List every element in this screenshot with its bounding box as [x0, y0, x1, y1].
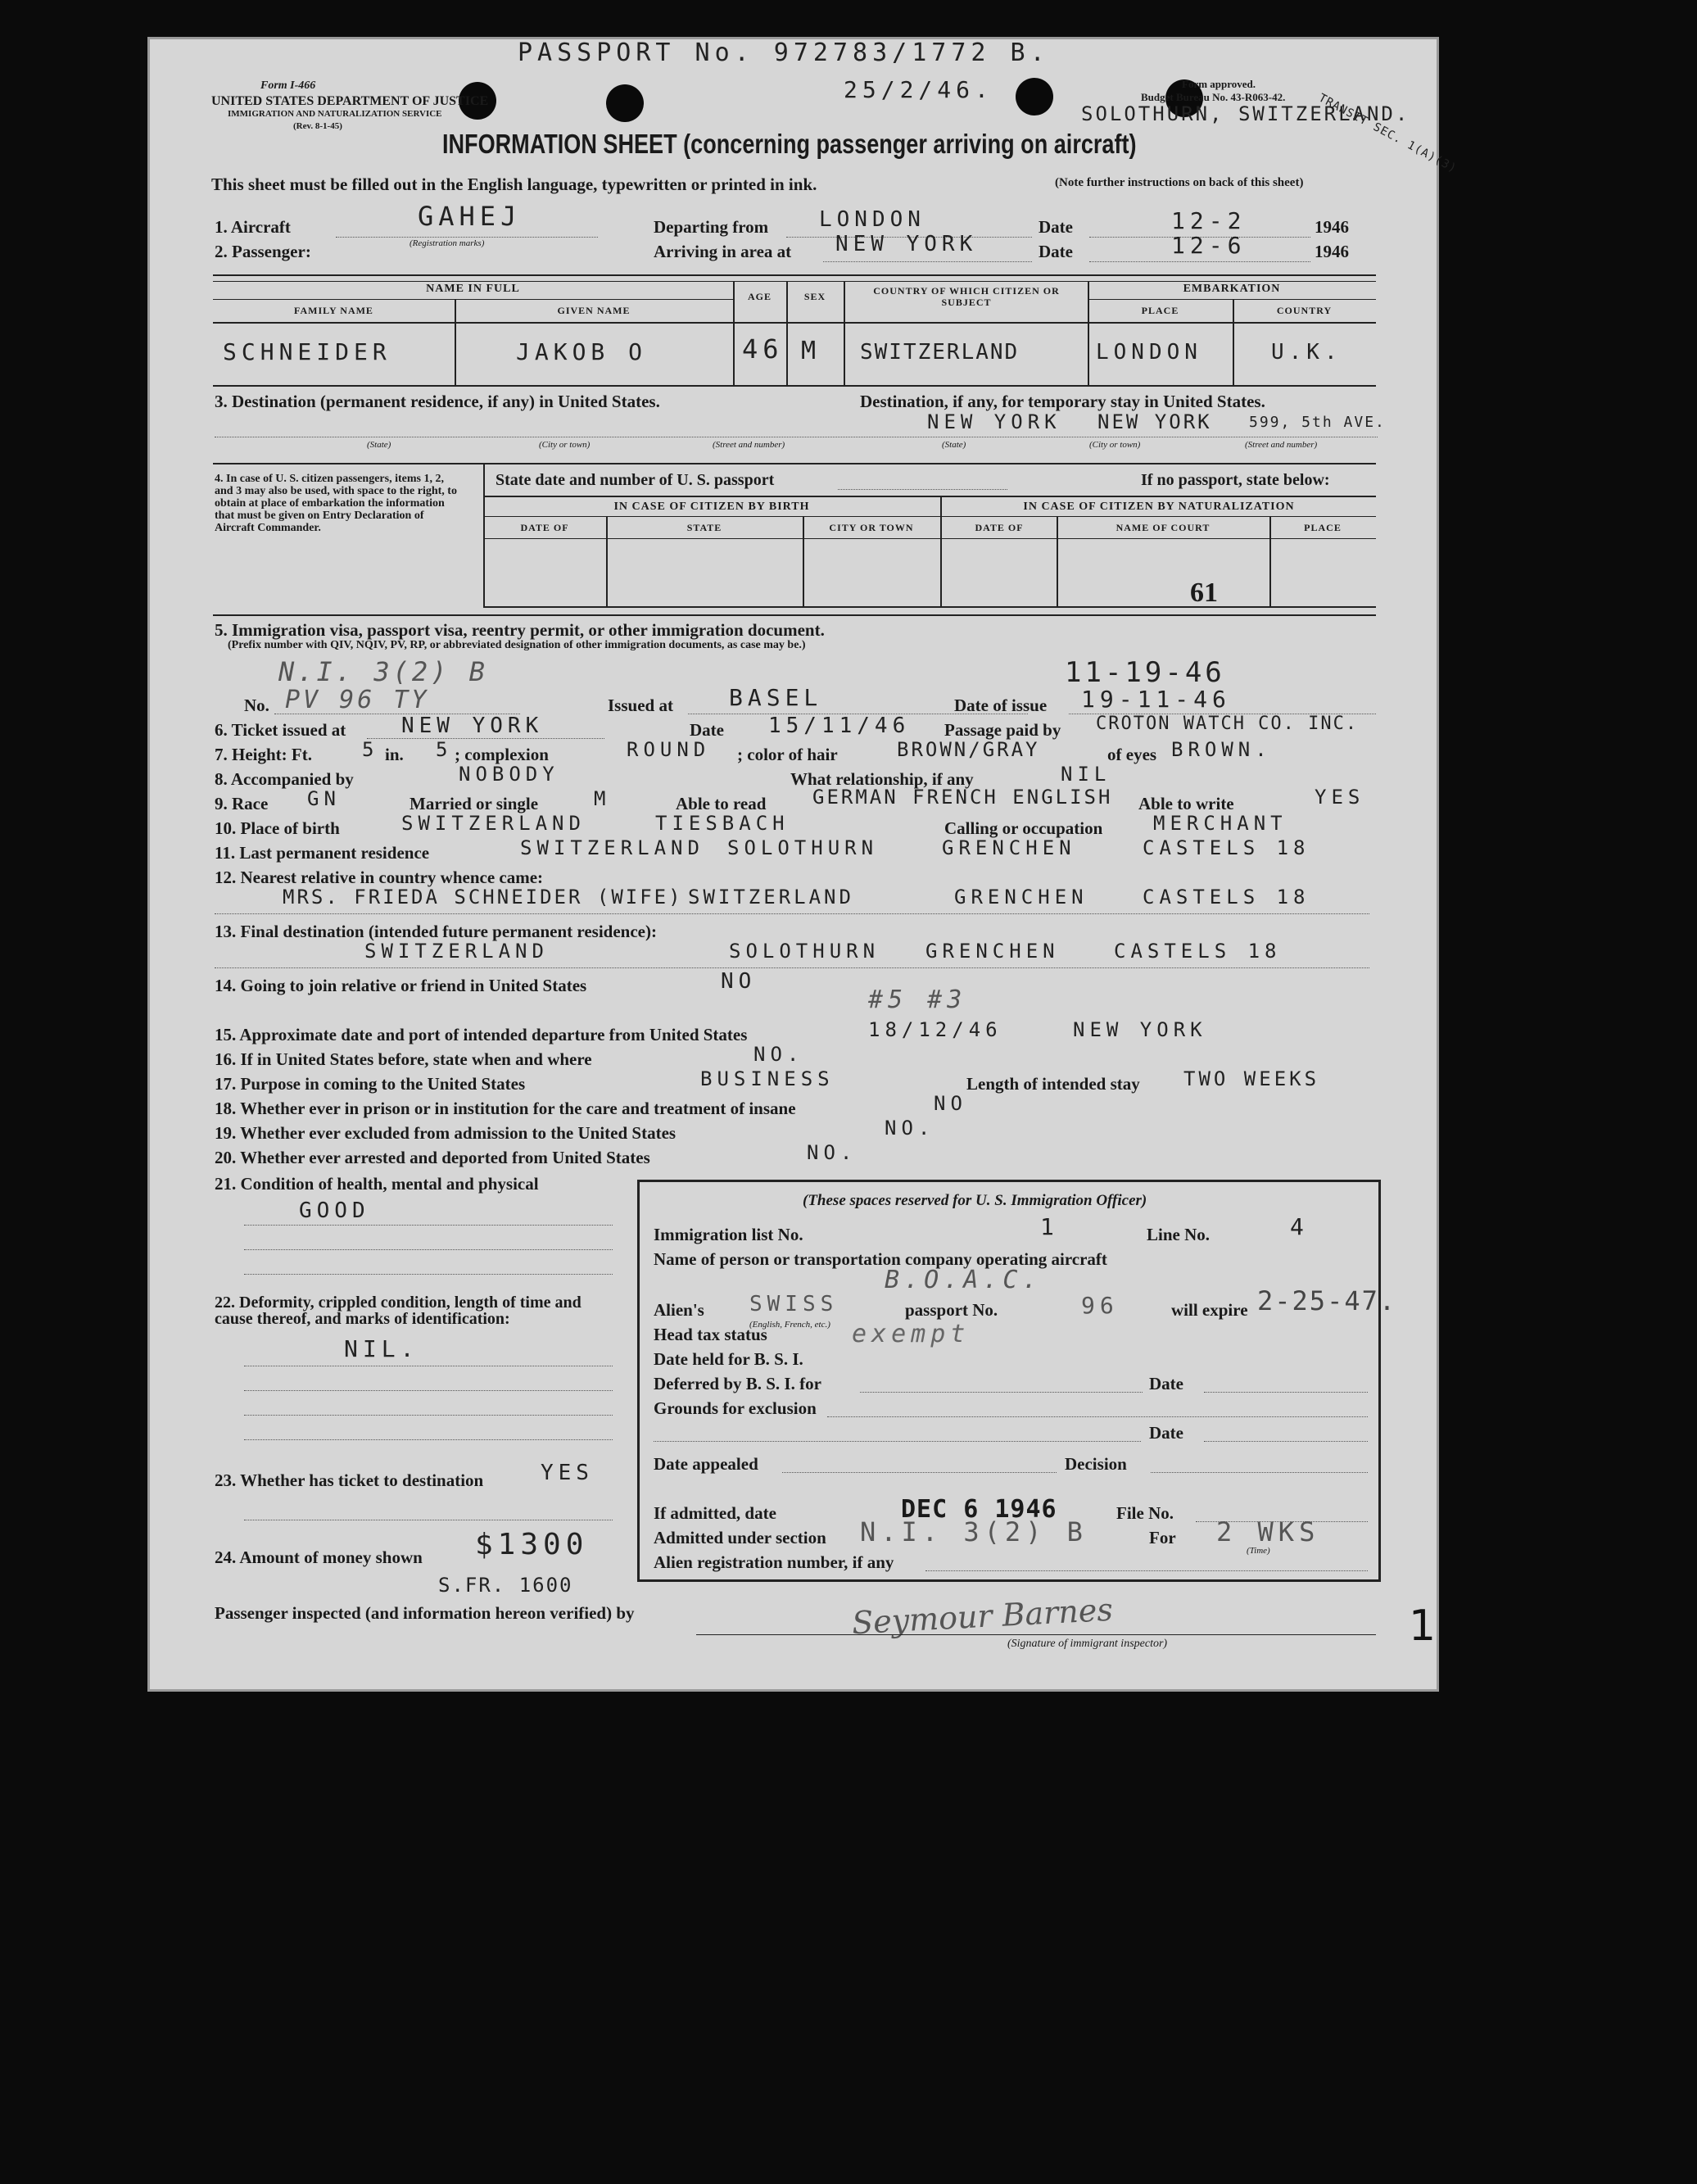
money-value: $1300 [475, 1528, 589, 1561]
field-line [827, 1416, 1368, 1417]
table-border [844, 281, 845, 385]
issued-at-value: BASEL [729, 684, 823, 711]
city-sub: (City or town) [539, 440, 591, 450]
officer-passport-value: 96 [1081, 1292, 1119, 1319]
line-no-value: 4 [1290, 1213, 1309, 1240]
table-border [483, 463, 485, 606]
deformity-value: NIL. [344, 1335, 419, 1362]
departure-label: 15. Approximate date and port of intended departure from United States [215, 1025, 748, 1044]
previous-visit-label: 16. If in United States before, state when and where [215, 1049, 592, 1069]
complexion-value: ROUND [627, 738, 711, 761]
field-line [244, 1249, 613, 1250]
table-border [213, 322, 1376, 324]
relationship-label: What relationship, if any [790, 769, 974, 789]
field-line [215, 967, 1369, 968]
table-border [483, 606, 1376, 608]
for-label: For [1149, 1528, 1176, 1547]
deported-value: NO. [807, 1141, 858, 1164]
header-court: NAME OF COURT [1115, 522, 1211, 533]
header-place: PLACE [1304, 522, 1342, 533]
company-value: B.O.A.C. [885, 1266, 1043, 1294]
state-sub: (State) [367, 440, 391, 450]
line-no-label: Line No. [1147, 1225, 1211, 1244]
birth-city-value: TIESBACH [655, 812, 790, 835]
transit-stamp: TRANSIT SEC. 1(A)(3) [1316, 91, 1459, 176]
race-label: 9. Race [215, 794, 269, 813]
header-date-of: DATE OF [520, 522, 569, 533]
money-label: 24. Amount of money shown [215, 1547, 423, 1567]
write-value: YES [1315, 786, 1365, 809]
nearest-relative-country: SWITZERLAND [688, 886, 854, 908]
page-number: 61 [1190, 578, 1218, 608]
final-dest-label: 13. Final destination (intended future permanent residence): [215, 922, 657, 941]
date-label: Date [1039, 242, 1073, 261]
header-family-name: FAMILY NAME [294, 305, 373, 316]
deformity-label: 22. Deformity, crippled condition, length of time and cause thereof, and marks of identification: [215, 1294, 582, 1328]
last-res-city: GRENCHEN [942, 836, 1076, 859]
signature-label: (Signature of immigrant inspector) [1007, 1638, 1168, 1650]
head-tax-label: Head tax status [654, 1325, 767, 1344]
table-border [1088, 299, 1376, 300]
ticket-destination-label: 23. Whether has ticket to destination [215, 1470, 484, 1490]
depart-date-value: 12-2 [1171, 207, 1247, 234]
prefix-instruction: (Prefix number with QIV, NQIV, PV, RP, or abbreviated designation of other immigration documents, as case may be.) [228, 639, 806, 651]
table-border [213, 385, 1376, 387]
page-title: INFORMATION SHEET (concerning passenger arriving on aircraft) [442, 129, 1137, 159]
form-number: Form I-466 [260, 79, 316, 92]
table-border [213, 274, 1376, 276]
final-dest-canton: SOLOTHURN [729, 940, 880, 963]
married-label: Married or single [410, 794, 539, 813]
field-line [1151, 1472, 1368, 1473]
passport-annotation: PASSPORT No. 972783/1772 B. [518, 39, 1050, 67]
service-name: IMMIGRATION AND NATURALIZATION SERVICE [228, 109, 442, 119]
registration-sub: (Registration marks) [410, 238, 485, 248]
doc-no-label: No. [244, 696, 269, 715]
table-border [483, 538, 1376, 539]
appealed-label: Date appealed [654, 1454, 758, 1474]
embark-place-value: LONDON [1096, 340, 1202, 365]
officer-passport-label: passport No. [905, 1300, 998, 1320]
form-revision: (Rev. 8-1-45) [293, 121, 342, 131]
eyes-label: of eyes [1107, 745, 1157, 764]
immigration-doc-label: 5. Immigration visa, passport visa, reentry permit, or other immigration document. [215, 620, 825, 640]
birthplace-label: 10. Place of birth [215, 818, 340, 838]
passport-label: State date and number of U. S. passport [496, 471, 775, 489]
punch-hole [606, 84, 644, 122]
temp-destination-label: Destination, if any, for temporary stay in United States. [860, 392, 1265, 411]
height-ft-value: 5 [362, 738, 379, 761]
immigration-list-value: 1 [1040, 1213, 1059, 1240]
field-line [782, 1472, 1057, 1473]
hair-color-label: ; color of hair [737, 745, 838, 764]
street-sub: (Street and number) [1245, 440, 1318, 450]
write-label: Able to write [1138, 794, 1234, 813]
back-note: (Note further instructions on back of this sheet) [1055, 176, 1304, 189]
form-approved: Form approved. [1182, 78, 1256, 90]
nearest-relative-name: MRS. FRIEDA SCHNEIDER (WIFE) [283, 886, 683, 908]
signature-line [696, 1634, 1376, 1635]
table-border [213, 614, 1376, 616]
field-line [367, 738, 604, 739]
nearest-relative-street: CASTELS 18 [1143, 886, 1310, 908]
height-in-label: in. [385, 745, 404, 764]
field-line [654, 1441, 1141, 1442]
departure-date-value: 18/12/46 [868, 1018, 1002, 1041]
budget-bureau: Budget Bureau No. 43-R063-42. [1141, 91, 1286, 103]
grounds-label: Grounds for exclusion [654, 1398, 817, 1418]
state-sub: (State) [942, 440, 966, 450]
prison-label: 18. Whether ever in prison or in institution for the care and treatment of insane [215, 1099, 796, 1118]
ticket-date-label: Date [690, 720, 724, 740]
height-ft-label: 7. Height: Ft. [215, 745, 312, 764]
complexion-label: ; complexion [455, 745, 549, 764]
occupation-label: Calling or occupation [944, 818, 1103, 838]
last-res-street: CASTELS 18 [1143, 836, 1310, 859]
expire-label: will expire [1171, 1300, 1248, 1320]
last-res-canton: SOLOTHURN [727, 836, 879, 859]
prison-value: NO [934, 1092, 967, 1115]
head-tax-value: exempt [852, 1320, 971, 1348]
decision-label: Decision [1065, 1454, 1127, 1474]
admitted-date-stamp: DEC 6 1946 [901, 1495, 1057, 1524]
table-border [213, 299, 733, 300]
money-value-francs: S.FR. 1600 [438, 1574, 573, 1597]
join-relative-value: NO [721, 969, 757, 994]
table-border [1088, 281, 1089, 385]
final-dest-city: GRENCHEN [925, 940, 1060, 963]
destination-label: 3. Destination (permanent residence, if any) in United States. [215, 392, 660, 411]
header-citizen-birth: IN CASE OF CITIZEN BY BIRTH [613, 501, 810, 513]
married-value: M [594, 787, 611, 810]
aircraft-label: 1. Aircraft [215, 217, 291, 237]
file-no-label: File No. [1116, 1503, 1174, 1523]
final-dest-country: SWITZERLAND [364, 940, 549, 963]
inspector-signature: Seymour Barnes [851, 1591, 1114, 1642]
header-country: COUNTRY OF WHICH CITIZEN OR SUBJECT [873, 285, 1060, 308]
doc-class-handwritten: N.I. 3(2) B [278, 656, 488, 687]
field-line [244, 1225, 613, 1226]
field-line [925, 1570, 1368, 1571]
temp-state-value: NEW YORK [927, 410, 1061, 433]
held-bsi-label: Date held for B. S. I. [654, 1349, 803, 1369]
join-relative-mark: #5 #3 [868, 986, 967, 1014]
table-border [213, 463, 1376, 464]
purpose-value: BUSINESS [700, 1067, 835, 1090]
purpose-label: 17. Purpose in coming to the United States [215, 1074, 526, 1094]
field-line [860, 1392, 1143, 1393]
race-value: GN [307, 787, 341, 810]
section-label: Admitted under section [654, 1528, 826, 1547]
alien-sub: (English, French, etc.) [749, 1320, 830, 1330]
expire-value: 2-25-47. [1257, 1285, 1397, 1316]
ticket-issued-value: NEW YORK [401, 714, 544, 738]
last-residence-label: 11. Last permanent residence [215, 843, 430, 863]
relationship-value: NIL [1061, 763, 1111, 786]
field-line [244, 1274, 613, 1275]
nearest-relative-city: GRENCHEN [954, 886, 1088, 908]
arriving-label: Arriving in area at [654, 242, 792, 261]
health-label: 21. Condition of health, mental and physical [215, 1174, 539, 1194]
header-citizen-naturalization: IN CASE OF CITIZEN BY NATURALIZATION [1023, 501, 1295, 513]
excluded-label: 19. Whether ever excluded from admission to the United States [215, 1123, 677, 1143]
table-border [483, 496, 1376, 497]
header-state: STATE [686, 522, 722, 533]
us-citizen-note: 4. In case of U. S. citizen passengers, items 1, 2, and 3 may also be used, with space to the right, to obtain at place of embarkation the information that must be given on Entry Declaration of Aircraft Commander. [215, 473, 457, 534]
deferred-date-label: Date [1149, 1374, 1183, 1393]
grounds-date-label: Date [1149, 1423, 1183, 1443]
deported-label: 20. Whether ever arrested and deported from United States [215, 1148, 650, 1167]
header-city: CITY OR TOWN [829, 522, 914, 533]
final-dest-street: CASTELS 18 [1114, 940, 1282, 963]
arrive-year: 1946 [1315, 242, 1349, 261]
arrive-date-value: 12-6 [1171, 232, 1247, 259]
annotation-place: SOLOTHURN, SWITZERLAND. [1081, 102, 1410, 125]
birth-country-value: SWITZERLAND [401, 812, 586, 835]
field-line [244, 1390, 613, 1391]
departing-label: Departing from [654, 217, 769, 237]
header-sex: SEX [803, 291, 826, 302]
immigration-list-label: Immigration list No. [654, 1225, 803, 1244]
height-in-value: 5 [436, 738, 453, 761]
alien-label: Alien's [654, 1300, 704, 1320]
officer-box-title: (These spaces reserved for U. S. Immigration Officer) [803, 1192, 1147, 1209]
deferred-label: Deferred by B. S. I. for [654, 1374, 821, 1393]
occupation-value: MERCHANT [1153, 812, 1287, 835]
header-given-name: GIVEN NAME [557, 305, 631, 316]
header-date-of: DATE OF [975, 522, 1024, 533]
citizen-value: SWITZERLAND [860, 340, 1020, 365]
date-label: Date [1039, 217, 1073, 237]
registration-label: Alien registration number, if any [654, 1552, 894, 1572]
given-name-value: JAKOB O [516, 338, 648, 365]
ticket-issued-label: 6. Ticket issued at [215, 720, 346, 740]
no-passport-label: If no passport, state below: [1141, 471, 1330, 489]
company-label: Name of person or transportation company operating aircraft [654, 1249, 1107, 1269]
issued-at-label: Issued at [608, 696, 673, 715]
header-country-col: COUNTRY [1276, 305, 1333, 316]
ticket-destination-value: YES [541, 1461, 594, 1485]
department-name: UNITED STATES DEPARTMENT OF JUSTICE [211, 94, 489, 108]
previous-visit-value: NO. [753, 1043, 804, 1066]
date-of-issue-label: Date of issue [954, 696, 1048, 715]
passage-paid-label: Passage paid by [944, 720, 1061, 740]
field-line [336, 237, 598, 238]
field-line [244, 1415, 613, 1416]
header-name-in-full: NAME IN FULL [426, 283, 520, 295]
punch-hole [1016, 78, 1053, 116]
form-sheet [147, 37, 1459, 1692]
nearest-relative-label: 12. Nearest relative in country whence came: [215, 868, 544, 887]
field-line [838, 489, 1007, 490]
passage-paid-value: CROTON WATCH CO. INC. [1096, 714, 1359, 734]
aircraft-value: GAHEJ [418, 201, 522, 232]
street-sub: (Street and number) [713, 440, 785, 450]
read-value: GERMAN FRENCH ENGLISH [812, 786, 1113, 809]
alien-nationality-value: SWISS [749, 1292, 839, 1316]
doc-no-value: PV 96 TY [285, 686, 430, 714]
accompanied-value: NOBODY [459, 763, 559, 786]
table-border [940, 496, 942, 606]
last-res-country: SWITZERLAND [520, 836, 704, 859]
excluded-value: NO. [885, 1117, 935, 1140]
departure-port-value: NEW YORK [1073, 1018, 1207, 1041]
issue-date-handwritten: 11-19-46 [1065, 656, 1225, 689]
read-label: Able to read [676, 794, 767, 813]
length-stay-label: Length of intended stay [966, 1074, 1140, 1094]
family-name-value: SCHNEIDER [223, 338, 391, 365]
header-embarkation: EMBARKATION [1183, 283, 1281, 295]
health-value: GOOD [299, 1198, 370, 1223]
field-line [1204, 1392, 1368, 1393]
header-age: AGE [747, 291, 772, 302]
field-line [1089, 261, 1310, 262]
field-line [244, 1439, 613, 1440]
field-line [1204, 1441, 1368, 1442]
length-stay-value: TWO WEEKS [1183, 1067, 1320, 1090]
departing-value: LONDON [819, 207, 925, 232]
field-line [215, 913, 1369, 914]
ticket-date-value: 15/11/46 [768, 714, 911, 738]
passenger-label: 2. Passenger: [215, 242, 311, 261]
inspected-label: Passenger inspected (and information hereon verified) by [215, 1603, 635, 1623]
depart-year: 1946 [1315, 217, 1349, 237]
arriving-value: NEW YORK [835, 232, 978, 256]
annotation-date: 25/2/46. [844, 76, 993, 103]
accompanied-label: 8. Accompanied by [215, 769, 354, 789]
table-border [213, 281, 1376, 282]
sheet-number: 1 [1409, 1602, 1437, 1651]
temp-street-value: 599, 5th AVE. [1249, 414, 1386, 431]
date-of-issue-value: 19-11-46 [1081, 686, 1231, 713]
hair-color-value: BROWN/GRAY [897, 738, 1040, 761]
temp-city-value: NEW YORK [1097, 410, 1212, 433]
embark-country-value: U.K. [1271, 340, 1342, 365]
field-line [823, 261, 1032, 262]
header-place: PLACE [1141, 305, 1179, 316]
city-sub: (City or town) [1089, 440, 1141, 450]
join-relative-label: 14. Going to join relative or friend in United States [215, 976, 587, 995]
time-sub: (Time) [1247, 1546, 1270, 1556]
eyes-value: BROWN. [1171, 738, 1272, 761]
sex-value: M [801, 337, 821, 365]
for-value: 2 WKS [1216, 1516, 1320, 1547]
admitted-date-label: If admitted, date [654, 1503, 776, 1523]
section-value: N.I. 3(2) B [860, 1516, 1088, 1547]
table-border [483, 516, 1376, 517]
age-value: 46 [742, 333, 784, 365]
language-instruction: This sheet must be filled out in the English language, typewritten or printed in ink. [211, 174, 817, 194]
